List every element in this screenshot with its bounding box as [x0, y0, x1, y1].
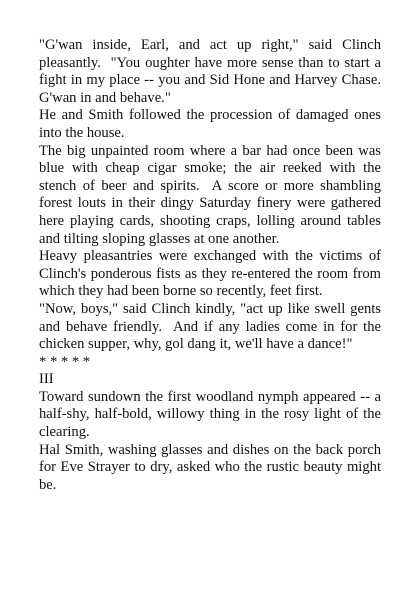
paragraph-hal-smith: Hal Smith, washing glasses and dishes on the back porch for Eve Strayer to dry, asked who the rustic beauty might be.	[39, 441, 385, 493]
paragraph-nymph: Toward sundown the first woodland nymph appeared -- a half-shy, half-bold, willowy thing in the rosy light of the clearing.	[39, 388, 385, 441]
chapter-heading: III	[39, 371, 54, 388]
paragraph-bar-room: The big unpainted room where a bar had once been was blue with cheap cigar smoke; the air reeked with the stench of beer and spirits. A score or more shambling forest louts in their dingy Saturday finery were gathered here playing cards, shooting craps, lolling around tables and tilting sloping glasses at one another.	[39, 142, 385, 247]
section-separator: * * * * *	[39, 353, 91, 370]
paragraph-clinch-greeting: "G'wan inside, Earl, and act up right," said Clinch pleasantly. "You oughter have more sense than to start a fight in my place -- you and Sid Hone and Harvey Chase. G'wan in and behave."	[39, 37, 389, 106]
document-page	[39, 37, 389, 494]
paragraph-clinch-speech: "Now, boys," said Clinch kindly, "act up like swell gents and behave friendly. And if any ladies come in for the chicken supper, why, gol dang it, we'll have a dance!"	[39, 300, 385, 353]
paragraph-pleasantries: Heavy pleasantries were exchanged with the victims of Clinch's ponderous fists as they re-entered the room from which they had been borne so recently, feet first.	[39, 248, 385, 300]
paragraph-procession: He and Smith followed the procession of damaged ones into the house.	[39, 107, 385, 141]
